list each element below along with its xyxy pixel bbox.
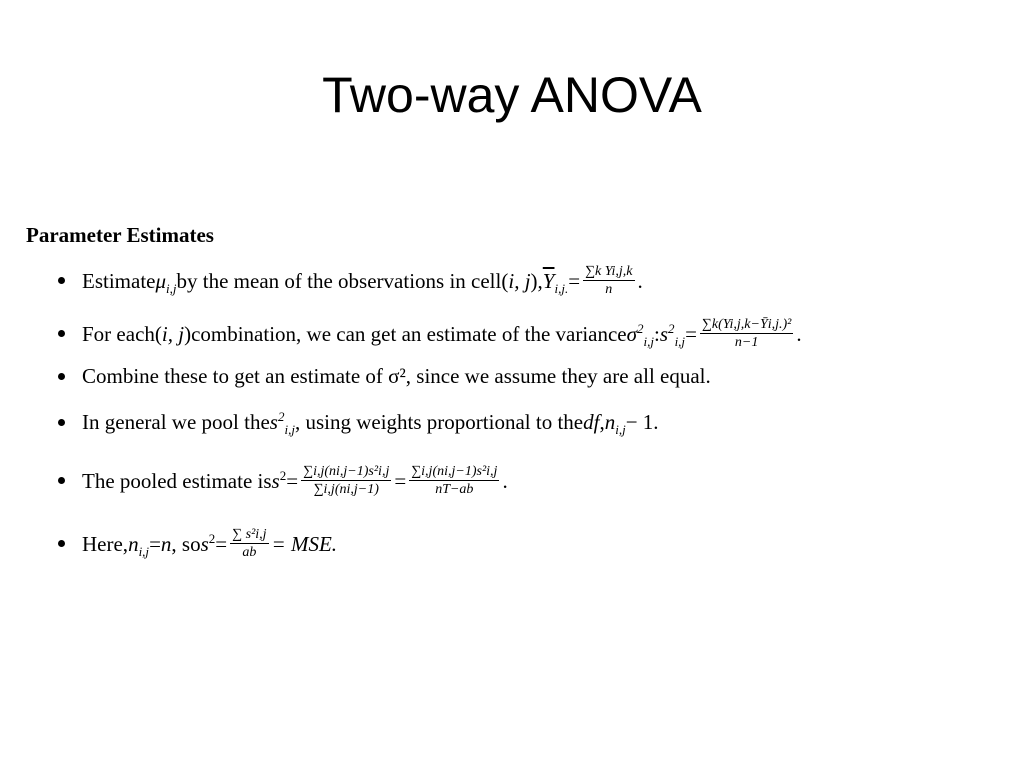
fraction-variance xyxy=(700,316,793,351)
bullet-pooled-estimate xyxy=(58,463,508,498)
fraction-denominator: ∑i,j(ni,j−1) xyxy=(313,482,379,497)
bullet-dot xyxy=(58,540,65,547)
fraction-denominator: n−1 xyxy=(734,335,759,350)
fraction-denominator: nT−ab xyxy=(435,482,474,497)
fraction-numerator: ∑i,j(ni,j−1)s²i,j xyxy=(303,464,390,479)
bullet-dot xyxy=(58,373,65,380)
fraction-pooled-1 xyxy=(301,463,391,498)
formula-cell: (i, j) xyxy=(154,321,192,346)
fraction-mean xyxy=(583,263,634,298)
formula-ybar: $\overline{Y}_{i,j.}$ xyxy=(542,268,569,296)
fraction-numerator: ∑k Yi,j,k xyxy=(585,264,633,279)
bullet-text: Estimate $\mu_{i,j}$ by the mean of the observations in cell (i, j) , $\overline{Y}_{i,j.}$ = $\frac{\text{∑k Yi,j,k}}{n}$ . xyxy=(82,264,643,297)
bullet-estimate-mean xyxy=(58,263,643,298)
bullet-text: Combine these to get an estimate of σ², since we assume they are all equal. xyxy=(82,364,711,388)
bullet-dot xyxy=(58,419,65,426)
fraction-numerator: ∑k(Yi,j,k−Ȳi,j.)² xyxy=(701,317,792,332)
bullet-dot xyxy=(58,477,65,484)
bullet-variance-estimate xyxy=(58,316,802,351)
bullet-text: Here, $n_{i,j}$ = n , so $s^2$ = $\frac{\text{∑ s²i,j}}{ab}$ = MSE. xyxy=(82,527,338,560)
fraction-denominator: n xyxy=(605,282,613,297)
formula-nij: $n_{i,j}$ xyxy=(604,410,626,438)
formula-nij: $n_{i,j}$ xyxy=(128,531,150,559)
formula-df: df xyxy=(583,410,600,434)
fraction-pooled-2 xyxy=(409,463,499,498)
bullet-dot xyxy=(58,277,65,284)
fraction-numerator: ∑ s²i,j xyxy=(232,527,267,542)
formula-s-squared: $s^2$ xyxy=(271,467,287,493)
bullet-mse xyxy=(58,526,337,561)
bullet-dot xyxy=(58,330,65,337)
formula-sigma: $\sigma^2_{i,j}$ xyxy=(626,320,655,349)
bullet-text: In general we pool the $s^2_{i,j}$ , using weights proportional to the df , $n_{i,j}$ − 1. xyxy=(82,409,659,438)
bullet-text: For each (i, j) combination, we can get an estimate of the variance $\sigma^2_{i,j}$ : $s^2_{i,j}$ = $\frac{\text{∑k(Yi,j,k−Ȳi,j.)²}}{n-1}$ . xyxy=(82,317,802,350)
fraction-denominator: ab xyxy=(242,545,257,560)
bullet-text: The pooled estimate is $s^2$ = $\frac{\text{∑i,j(ni,j−1)s²i,j}}{\sum i,j(ni,j-1)}$ = $\frac{\text{∑i,j(ni,j−1)s²i,j}}{nT-ab}$ . xyxy=(82,464,508,497)
fraction-numerator: ∑i,j(ni,j−1)s²i,j xyxy=(411,464,498,479)
bullet-combine-estimates xyxy=(58,363,711,389)
section-heading: Parameter Estimates xyxy=(26,223,214,247)
formula-n: n xyxy=(160,531,172,556)
bullet-pool-weights xyxy=(58,409,659,438)
formula-mu: $\mu_{i,j}$ xyxy=(155,268,177,296)
formula-s-squared: $s^2$ xyxy=(200,530,216,556)
formula-cell: (i, j) xyxy=(501,268,538,293)
formula-s2: $s^2_{i,j}$ xyxy=(659,320,686,349)
formula-s2: $s^2_{i,j}$ xyxy=(269,409,295,438)
fraction-mse xyxy=(230,526,268,561)
slide-title: Two-way ANOVA xyxy=(322,67,702,123)
